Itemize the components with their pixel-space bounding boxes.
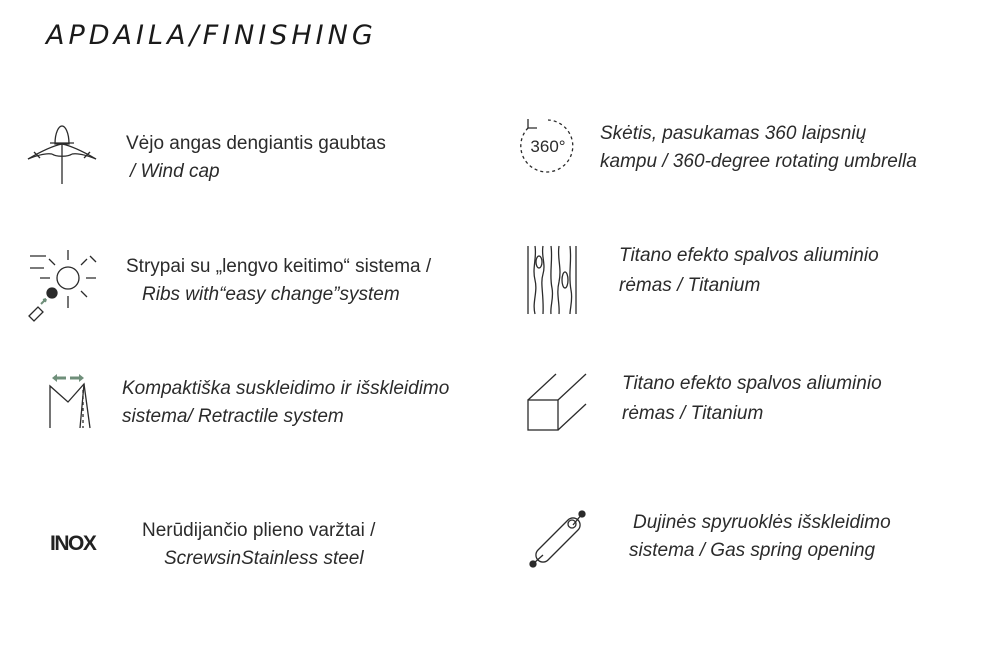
inox-label-lt: Nerūdijančio plieno varžtai / — [142, 520, 376, 541]
wind-cap-icon — [26, 122, 98, 186]
retractile-label-en: sistema/ Retractile system — [122, 406, 344, 427]
titanium-profile-label-lt: Titano efekto spalvos aliuminio — [622, 373, 882, 394]
inox-logo: INOX — [50, 532, 96, 555]
gas-spring-icon — [526, 508, 588, 570]
page-title: APDAILA/FINISHING — [46, 20, 377, 51]
easy-change-ribs-label-en: Ribs with“easy change”system — [142, 284, 400, 305]
titanium-frame-label-lt: Titano efekto spalvos aliuminio — [619, 245, 879, 266]
easy-change-ribs-icon — [24, 248, 100, 324]
square-profile-icon — [526, 372, 590, 434]
gas-spring-label-lt: Dujinės spyruoklės išskleidimo — [633, 512, 891, 533]
gas-spring-label-en: sistema / Gas spring opening — [629, 540, 876, 561]
titanium-profile-label-en: rėmas / Titanium — [622, 403, 764, 424]
rotating-umbrella-label-lt: Skėtis, pasukamas 360 laipsnių — [600, 123, 867, 144]
wood-grain-icon — [526, 244, 578, 316]
wind-cap-label-lt: Vėjo angas dengiantis gaubtas — [126, 133, 386, 154]
titanium-frame-label-en: rėmas / Titanium — [619, 275, 761, 296]
wind-cap-label-en: / Wind cap — [130, 161, 220, 182]
inox-label-en: ScrewsinStainless steel — [164, 548, 364, 569]
rotate-360-icon — [518, 116, 578, 176]
rotating-umbrella-label-en: kampu / 360-degree rotating umbrella — [600, 151, 917, 172]
retractile-label-lt: Kompaktiška suskleidimo ir išskleidimo — [122, 378, 450, 399]
retractile-system-icon — [46, 372, 96, 430]
easy-change-ribs-label-lt: Strypai su „lengvo keitimo“ sistema / — [126, 256, 432, 277]
rotate-360-icon-text: 360° — [530, 137, 566, 156]
